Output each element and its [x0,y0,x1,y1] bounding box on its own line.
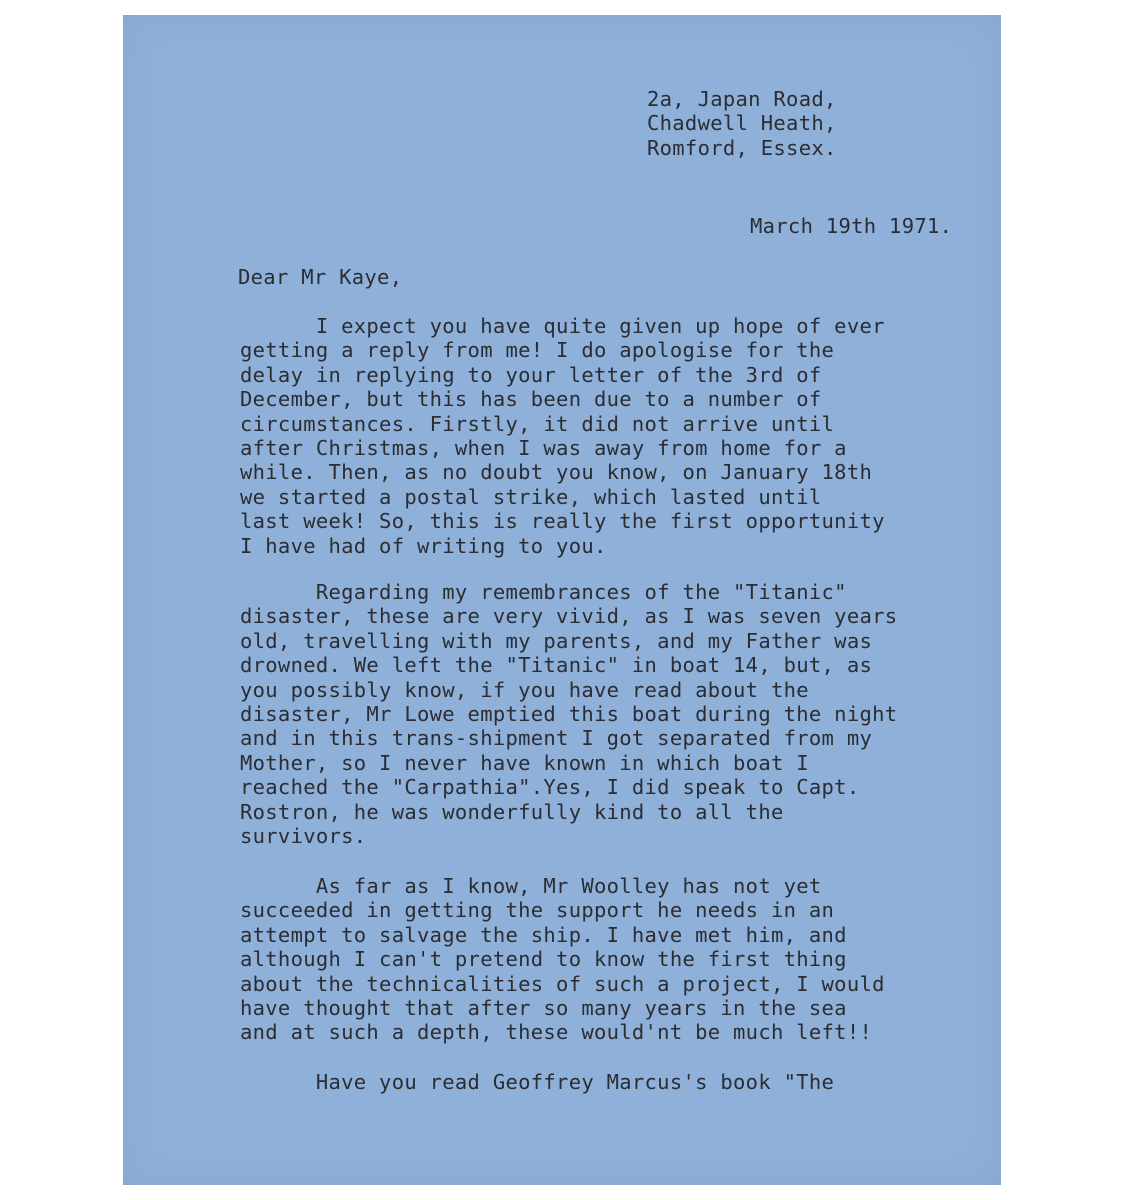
text-line: getting a reply from me! I do apologise for the [240,338,835,363]
text-line: about the technicalities of such a project, I would [240,971,885,996]
letter-date: March 19th 1971. [750,214,953,238]
text-line: reached the "Carpathia".Yes, I did speak to Capt. [240,775,860,800]
paragraph-2 [240,580,897,848]
address-line: Chadwell Heath, [647,111,837,136]
salutation: Dear Mr Kaye, [238,265,403,289]
paragraph-1 [240,314,885,558]
text-line: and at such a depth, these would'nt be much left!! [240,1020,873,1045]
text-line: we started a postal strike, which lasted until [240,484,822,509]
text-line: December, but this has been due to a number of [240,387,822,412]
text-line: Rostron, he was wonderfully kind to all the [240,799,784,824]
text-line: and in this trans-shipment I got separated from my [240,726,873,751]
text-line: have thought that after so many years in the sea [240,996,847,1021]
text-line: while. Then, as no doubt you know, on January 18th [240,460,873,485]
text-line: I expect you have quite given up hope of ever [240,314,885,338]
address-line: Romford, Essex. [647,135,837,160]
paragraph-4 [240,1070,834,1094]
text-line: circumstances. Firstly, it did not arrive until [240,411,835,436]
text-line: after Christmas, when I was away from home for a [240,436,847,461]
text-line: Have you read Geoffrey Marcus's book "The [240,1070,835,1094]
text-line: you possibly know, if you have read about the [240,677,809,702]
text-line: Regarding my remembrances of the "Titanic" [240,580,847,604]
paragraph-3 [240,874,885,1045]
text-line: disaster, Mr Lowe emptied this boat during the night [240,702,898,727]
address-line: 2a, Japan Road, [647,87,837,111]
text-line: Mother, so I never have known in which boat I [240,750,809,775]
text-line: I have had of writing to you. [240,533,607,558]
sender-address [647,87,837,160]
text-line: drowned. We left the "Titanic" in boat 14, but, as [240,653,873,678]
text-line: As far as I know, Mr Woolley has not yet [240,874,822,898]
text-line: attempt to salvage the ship. I have met him, and [240,922,847,947]
text-line: disaster, these are very vivid, as I was seven years [240,604,898,629]
text-line: last week! So, this is really the first opportunity [240,509,885,534]
text-line: old, travelling with my parents, and my Father was [240,628,873,653]
text-line: although I can't pretend to know the first thing [240,947,847,972]
text-line: delay in replying to your letter of the 3rd of [240,362,822,387]
text-line: survivors. [240,824,367,849]
text-line: succeeded in getting the support he needs in an [240,898,835,923]
